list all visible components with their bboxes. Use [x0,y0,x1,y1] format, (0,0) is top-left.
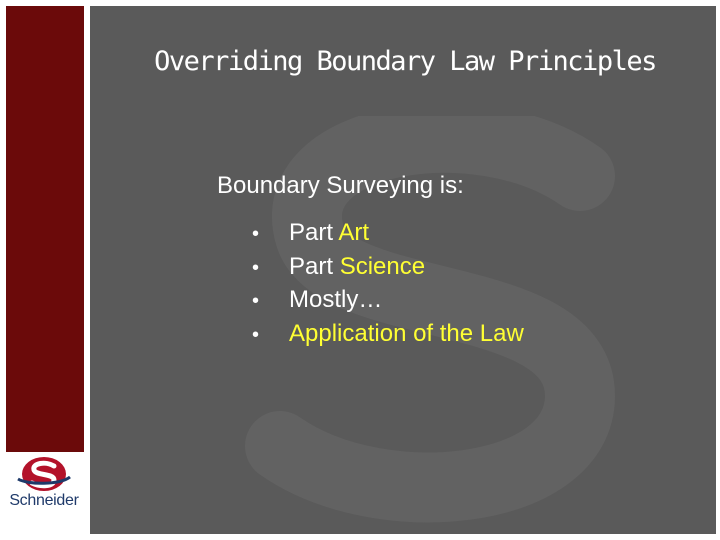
bullet-marker: • [252,290,260,312]
bullet-marker: • [252,323,260,346]
bullet-item [252,317,524,351]
bullet-highlight: Science [339,252,426,280]
bullet-item [252,216,524,250]
bullet-text: Mostly… [289,286,383,313]
bullet-marker: • [252,256,260,279]
bullet-text: Part [289,252,340,280]
bullet-item [252,250,524,284]
bullet-highlight: Art [338,219,370,246]
logo-area [0,452,88,534]
bullet-item [252,283,524,317]
slide-title: Overriding Boundary Law Principles [154,46,656,77]
left-sidebar-band [6,6,84,452]
bullet-text: Part [289,219,339,246]
bullet-highlight: Application of the Law [289,319,524,347]
slide-content-area [90,6,716,534]
bullet-list [252,216,524,350]
bullet-marker: • [252,223,260,245]
schneider-logo-icon [14,456,74,492]
slide-subtitle: Boundary Surveying is: [217,172,464,199]
logo-text: Schneider [9,492,79,509]
